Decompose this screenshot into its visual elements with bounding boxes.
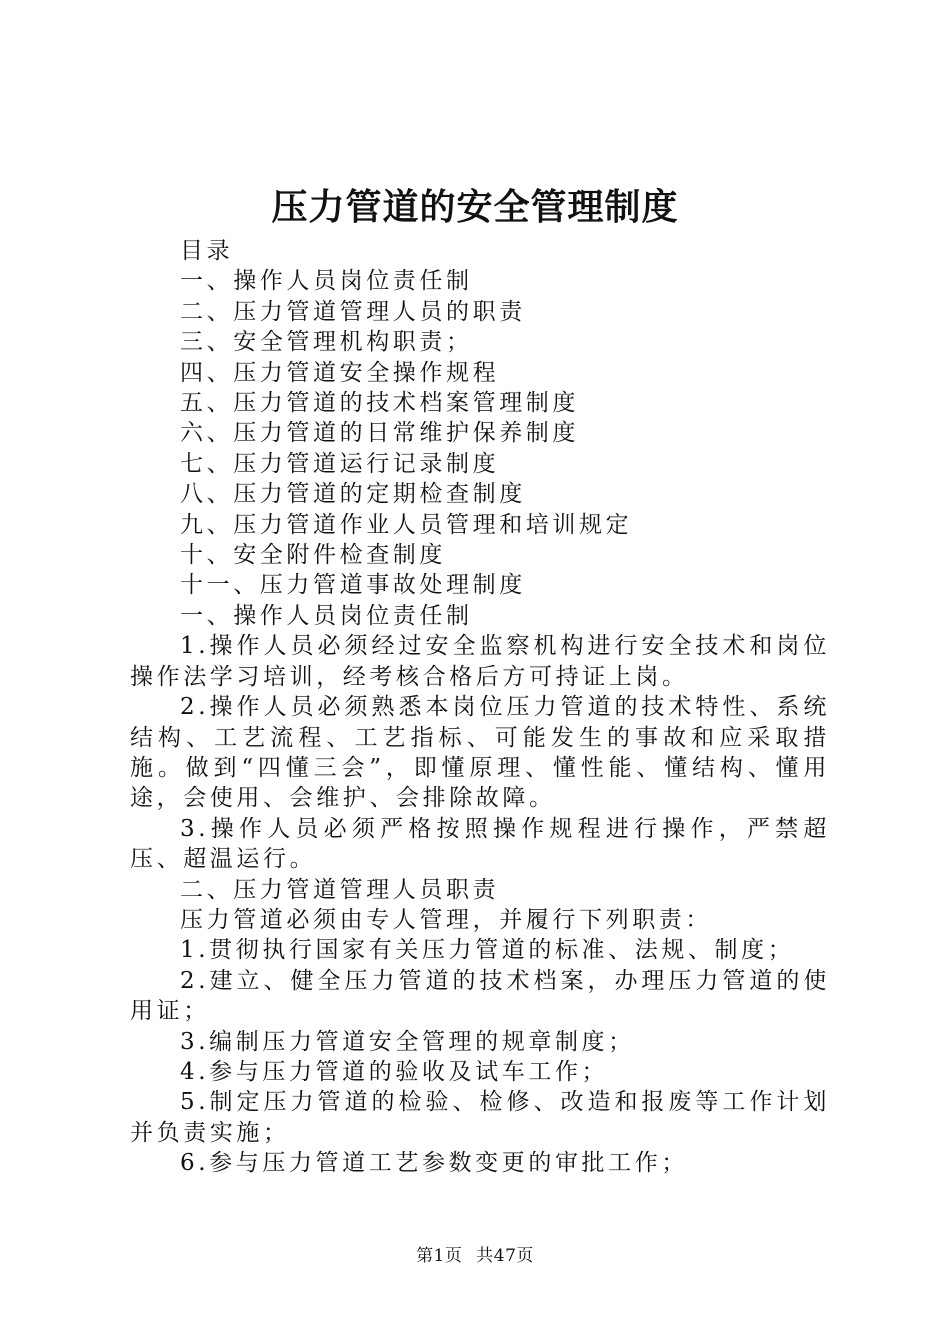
toc-item: 十一、压力管道事故处理制度	[180, 572, 526, 599]
section-intro: 压力管道必须由专人管理，并履行下列职责：	[180, 906, 712, 933]
page-footer	[0, 1244, 950, 1268]
section-paragraph: 2.操作人员必须熟悉本岗位压力管道的技术特性、系统结构、工艺流程、工艺指标、可能发生的事故和应采取措施。做到“四懂三会”，即懂原理、懂性能、懂结构、懂用途，会使用、会维护、会排除故障。	[130, 694, 830, 812]
toc-item: 五、压力管道的技术档案管理制度	[180, 390, 579, 417]
toc-item: 三、安全管理机构职责；	[180, 329, 473, 356]
section-paragraph: 4.参与压力管道的验收及试车工作；	[180, 1058, 609, 1085]
section-paragraph: 1.贯彻执行国家有关压力管道的标准、法规、制度；	[180, 937, 795, 964]
toc-item: 八、压力管道的定期检查制度	[180, 481, 526, 508]
section-paragraph: 6.参与压力管道工艺参数变更的审批工作；	[180, 1150, 688, 1177]
document-body	[130, 236, 830, 1179]
section-heading: 二、压力管道管理人员职责	[180, 876, 500, 903]
document-title: 压力管道的安全管理制度	[271, 186, 679, 228]
section-paragraph: 3.编制压力管道安全管理的规章制度；	[180, 1028, 635, 1055]
toc-item: 九、压力管道作业人员管理和培训规定	[180, 511, 633, 538]
toc-item: 二、压力管道管理人员的职责	[180, 298, 526, 325]
toc-item: 十、安全附件检查制度	[180, 542, 446, 569]
section-paragraph: 5.制定压力管道的检验、检修、改造和报废等工作计划并负责实施；	[130, 1089, 830, 1146]
toc-item: 四、压力管道安全操作规程	[180, 359, 500, 386]
toc-item: 七、压力管道运行记录制度	[180, 450, 500, 477]
section-paragraph: 1.操作人员必须经过安全监察机构进行安全技术和岗位操作法学习培训，经考核合格后方可持证上岗。	[130, 633, 830, 690]
toc-item: 一、操作人员岗位责任制	[180, 268, 473, 295]
page-total: 共47页	[476, 1246, 534, 1266]
page-number: 第1页	[416, 1246, 463, 1266]
toc-item: 六、压力管道的日常维护保养制度	[180, 420, 579, 447]
toc-heading: 目录	[180, 238, 234, 264]
section-paragraph: 3.操作人员必须严格按照操作规程进行操作，严禁超压、超温运行。	[130, 815, 830, 873]
section-heading: 一、操作人员岗位责任制	[180, 602, 473, 629]
section-paragraph: 2.建立、健全压力管道的技术档案，办理压力管道的使用证；	[130, 967, 830, 1025]
